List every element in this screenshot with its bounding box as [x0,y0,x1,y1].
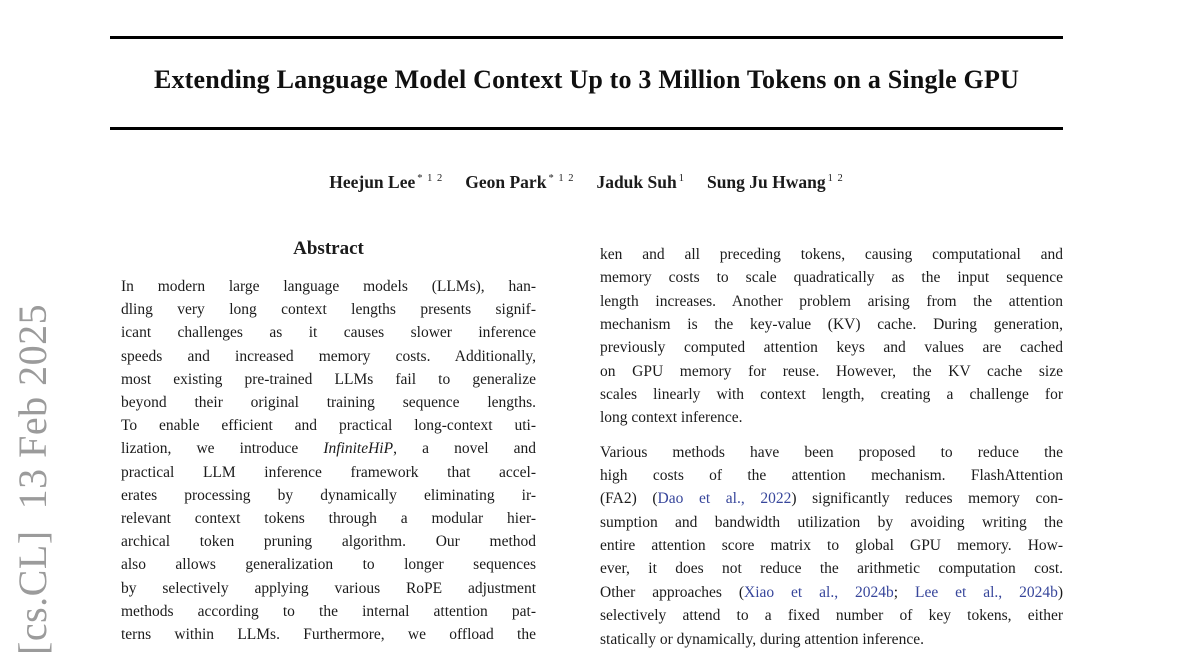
text-line: by selectively applying various RoPE adjustment [121,579,536,597]
text-line: long context inference. [600,409,743,427]
author [596,172,685,192]
author [329,172,443,192]
abstract-body [121,275,536,646]
text-line: on GPU memory for reuse. However, the KV cache size [600,362,1063,380]
author-affiliation-marker: 1 2 [827,173,844,185]
text-line: archical token pruning algorithm. Our method [121,533,536,551]
citation-link[interactable]: Lee et al., 2024b [914,583,1058,601]
text-line: also allows generalization to longer sequences [121,556,536,574]
author-affiliation-marker: * 1 2 [417,173,444,185]
text-line: entire attention score matrix to global GPU memory. How- [600,537,1063,555]
citation-link[interactable]: Xiao et al., 2024b [744,583,894,601]
text-line: terns within LLMs. Furthermore, we offload the [121,626,536,644]
text-line: length increases. Another problem arising from the attention [600,292,1063,310]
author [707,172,844,192]
text-line: mechanism is the key-value (KV) cache. During generation, [600,316,1063,334]
author-affiliation-marker: 1 [678,173,685,185]
author-name: Geon Park [465,172,547,192]
text-line: speeds and increased memory costs. Additionally, [121,347,536,365]
text-line: ken and all preceding tokens, causing computational and [600,246,1063,263]
text-line: memory costs to scale quadratically as the input sequence [600,269,1063,287]
paper-title: Extending Language Model Context Up to 3 Million Tokens on a Single GPU [153,65,1020,94]
text-line: ever, it does not reduce the arithmetic computation cost. [600,560,1063,578]
text-line: relevant context tokens through a modular hier- [121,510,536,528]
emphasis-text: InfiniteHiP [323,440,394,458]
text-line: previously computed attention keys and values are cached [600,339,1063,357]
text-line: statically or dynamically, during attention inference. [600,630,924,648]
author [465,172,574,192]
text-line: (FA2) (Dao et al., 2022) significantly reduces memory con- [600,490,1063,508]
text-line: most existing pre-trained LLMs fail to generalize [121,370,536,388]
paragraph [600,441,1063,651]
intro-column [600,243,1063,651]
text-line: Various methods have been proposed to reduce the [600,443,1063,461]
author-name: Heejun Lee [329,172,416,192]
author-name: Jaduk Suh [596,172,677,192]
text-line: erates processing by dynamically eliminating ir- [121,486,536,504]
text-line: Other approaches (Xiao et al., 2024b; Lee et al., 2024b) [600,583,1063,601]
text-line: To enable efficient and practical long-context uti- [121,417,536,435]
text-line: selectively attend to a fixed number of key tokens, either [600,607,1063,625]
text-line: beyond their original training sequence lengths. [121,394,536,412]
text-line: high costs of the attention mechanism. FlashAttention [600,467,1063,485]
author-affiliation-marker: * 1 2 [548,173,575,185]
text-line: lization, we introduce InfiniteHiP, a novel and [121,440,536,458]
text-line: icant challenges as it causes slower inference [121,324,536,342]
citation-link[interactable]: Dao et al., 2022 [657,490,792,508]
abstract-heading: Abstract [293,238,364,259]
paragraph [600,243,1063,430]
author-name: Sung Ju Hwang [706,172,826,192]
author-line [110,172,1063,193]
arxiv-watermark: [cs.CL] 13 Feb 2025 [10,303,55,655]
title-rule-bottom [110,127,1063,130]
text-line: dling very long context lengths presents signif- [121,301,536,319]
text-line: In modern large language models (LLMs), han- [121,278,536,295]
title-rule-top [110,36,1063,39]
text-line: scales linearly with context length, creating a challenge for [600,386,1063,404]
text-line: sumption and bandwidth utilization by avoiding writing the [600,513,1063,531]
text-line: practical LLM inference framework that accel- [121,463,536,481]
text-line: methods according to the internal attention pat- [121,602,536,620]
